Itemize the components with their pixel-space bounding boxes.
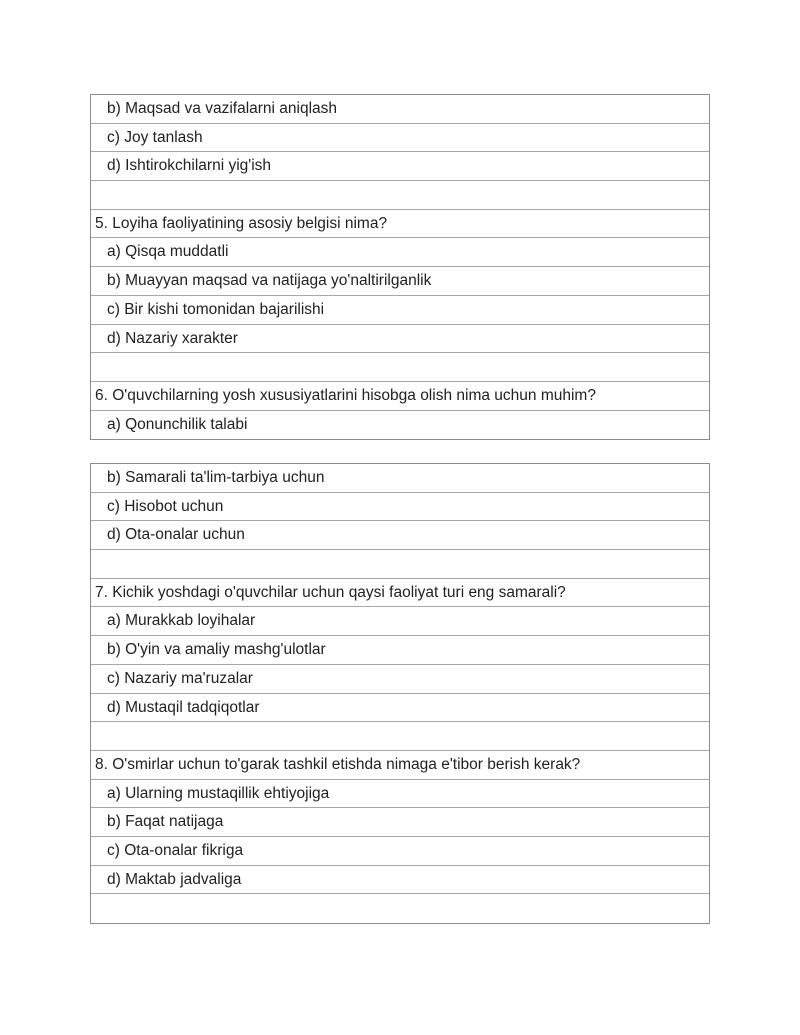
blank-row [91,550,709,579]
answer-option-row: b) Faqat natijaga [91,808,709,837]
answer-option-row: d) Ishtirokchilarni yig'ish [91,152,709,181]
blank-row [91,894,709,923]
blank-row [91,722,709,751]
answer-option-row: a) Ularning mustaqillik ehtiyojiga [91,780,709,809]
answer-option-row: d) Mustaqil tadqiqotlar [91,694,709,723]
answer-option-row: d) Nazariy xarakter [91,325,709,354]
answer-option-row: b) Maqsad va vazifalarni aniqlash [91,95,709,124]
answer-option-row: d) Ota-onalar uchun [91,521,709,550]
answer-option-row: c) Nazariy ma'ruzalar [91,665,709,694]
question-row: 7. Kichik yoshdagi o'quvchilar uchun qaysi faoliyat turi eng samarali? [91,579,709,608]
answer-option-row: b) Samarali ta'lim-tarbiya uchun [91,464,709,493]
answer-option-row: a) Qisqa muddatli [91,238,709,267]
answer-option-row: c) Ota-onalar fikriga [91,837,709,866]
question-row: 6. O'quvchilarning yosh xususiyatlarini hisobga olish nima uchun muhim? [91,382,709,411]
answer-option-row: b) O'yin va amaliy mashg'ulotlar [91,636,709,665]
quiz-table-2 [90,463,710,924]
answer-option-row: c) Joy tanlash [91,124,709,153]
answer-option-row: c) Bir kishi tomonidan bajarilishi [91,296,709,325]
blank-row [91,181,709,210]
answer-option-row: a) Qonunchilik talabi [107,415,248,433]
answer-option-row: b) Muayyan maqsad va natijaga yo'naltirilganlik [91,267,709,296]
quiz-table-1 [90,94,710,440]
blank-row [91,353,709,382]
answer-option-row: d) Maktab jadvaliga [91,866,709,895]
answer-option-row: a) Murakkab loyihalar [91,607,709,636]
answer-option-row: c) Hisobot uchun [91,493,709,522]
question-row: 5. Loyiha faoliyatining asosiy belgisi nima? [91,210,709,239]
question-row: 8. O'smirlar uchun to'garak tashkil etishda nimaga e'tibor berish kerak? [91,751,709,780]
